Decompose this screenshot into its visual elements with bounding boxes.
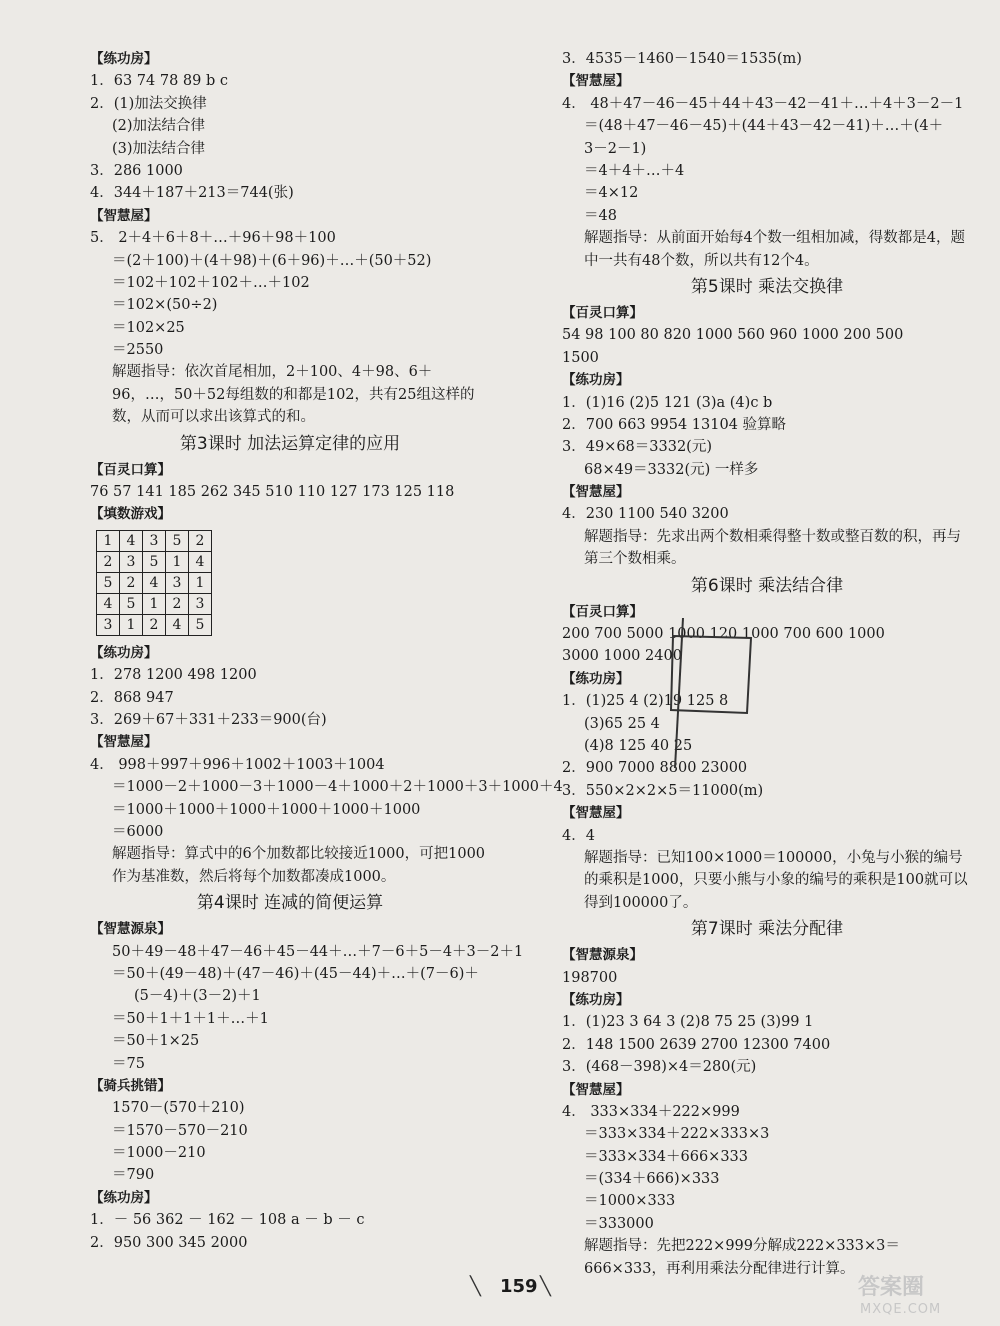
answer-line: 3．550×2×2×5＝11000(m) [562, 782, 764, 799]
answer-line: 68×49＝3332(元) 一样多 [584, 461, 759, 478]
answer-line: 2．700 663 9954 13104 验算略 [562, 416, 787, 433]
lesson-title: 第7课时 乘法分配律 [690, 919, 844, 940]
answer-line: 1．(1)16 (2)5 121 (3)a (4)c b [562, 394, 773, 411]
section-header: 【练功房】 [90, 51, 158, 67]
answer-line: 1500 [562, 349, 599, 366]
solution-note: 解题指导：先把222×999分解成222×333×3＝666×333，再利用乘法分配律进行计算。 [584, 1238, 900, 1277]
answer-line: ＝4＋4＋…＋4 [584, 162, 685, 179]
answer-line: 200 700 5000 1000 120 1000 700 600 1000 [562, 626, 885, 643]
answer-line: 3．4535－1460－1540＝1535(m) [562, 51, 802, 67]
answer-line: ＝1570－570－210 [112, 1122, 248, 1139]
watermark-logo: 答案圈 [858, 1275, 925, 1300]
section-header: 【填数游戏】 [90, 506, 171, 523]
section-header: 【智慧源泉】 [90, 921, 171, 938]
answer-line: ＝1000×333 [584, 1193, 676, 1210]
solution-note: 解题指导：依次首尾相加，2＋100、4＋98、6＋96，…，50＋52每组数的和都是102，共有25组这样的数，从而可以求出该算式的和。 [112, 364, 475, 426]
answer-line: ＝50＋1＋1＋1＋…＋1 [112, 1010, 269, 1027]
grid-cell: 5 [143, 551, 166, 572]
section-header: 【智慧源泉】 [562, 947, 643, 964]
page-slash-left: ╲ [470, 1276, 481, 1297]
page-number: 159 [500, 1276, 538, 1297]
answer-line: 2．148 1500 2639 2700 12300 7400 [562, 1036, 831, 1053]
answer-line: (5－4)＋(3－2)＋1 [134, 988, 261, 1005]
answer-line: 4． 333×334＋222×999 [562, 1103, 740, 1120]
page-slash-right: ╲ [540, 1276, 551, 1297]
answer-line: 4．230 1100 540 3200 [562, 506, 729, 523]
section-header: 【智慧屋】 [90, 734, 158, 751]
answer-line: ＝1000－2＋1000－3＋1000－4＋1000＋2＋1000＋3＋1000＋4 [112, 779, 563, 796]
answer-line: ＝(334＋666)×333 [584, 1171, 720, 1188]
number-grid [96, 530, 212, 636]
grid-cell: 2 [97, 551, 120, 572]
answer-line: (3)加法结合律 [112, 140, 206, 157]
grid-cell: 4 [189, 551, 212, 572]
answer-line: 4． 48＋47－46－45＋44＋43－42－41＋…＋4＋3－2－1 [562, 95, 964, 112]
answer-line: 76 57 141 185 262 345 510 110 127 173 125 118 [90, 484, 455, 501]
answer-line: 3．286 1000 [90, 162, 183, 179]
lesson-title: 第3课时 加法运算定律的应用 [179, 433, 401, 454]
answer-line: 3000 1000 2400 [562, 648, 682, 665]
section-header: 【智慧屋】 [562, 1081, 630, 1098]
answer-line: 4．4 [562, 827, 595, 844]
answer-line: ＝790 [112, 1167, 155, 1184]
grid-cell: 1 [143, 593, 166, 614]
section-header: 【练功房】 [562, 372, 630, 389]
section-header: 【百灵口算】 [90, 461, 171, 478]
section-header: 【百灵口算】 [562, 603, 643, 620]
grid-cell: 5 [120, 593, 143, 614]
section-header: 【练功房】 [90, 1189, 158, 1206]
grid-cell: 1 [97, 530, 120, 551]
section-header: 【智慧屋】 [90, 207, 158, 224]
grid-cell: 4 [120, 530, 143, 551]
right-column [562, 48, 972, 1280]
answer-line: 3．49×68＝3332(元) [562, 439, 712, 456]
answer-line: ＝333×334＋666×333 [584, 1148, 749, 1165]
answer-line: (2)加法结合律 [112, 118, 206, 135]
answer-line: 50＋49－48＋47－46＋45－44＋…＋7－6＋5－4＋3－2＋1 [112, 943, 524, 960]
answer-line: 2．(1)加法交换律 [90, 95, 207, 112]
answer-line: ＝(2＋100)＋(4＋98)＋(6＋96)＋…＋(50＋52) [112, 252, 432, 269]
grid-cell: 4 [166, 614, 189, 635]
answer-line: ＝333000 [584, 1215, 654, 1232]
solution-note: 解题指导：先求出两个数相乘得整十数或整百数的积，再与第三个数相乘。 [584, 528, 961, 568]
section-header: 【智慧屋】 [562, 484, 630, 501]
solution-note: 解题指导：从前面开始每4个数一组相加减，得数都是4，题中一共有48个数，所以共有12个4。 [584, 230, 965, 269]
grid-cell: 2 [166, 593, 189, 614]
grid-cell: 1 [166, 551, 189, 572]
answer-line: 1．－ 56 362 － 162 － 108 a － b － c [90, 1212, 365, 1229]
section-header: 【智慧屋】 [562, 805, 630, 822]
section-header: 【百灵口算】 [562, 304, 643, 321]
answer-line: 54 98 100 80 820 1000 560 960 1000 200 500 [562, 327, 904, 344]
answer-line: 3．(468－398)×4＝280(元) [562, 1059, 757, 1076]
lesson-title: 第5课时 乘法交换律 [690, 276, 844, 297]
answer-line: ＝102×(50÷2) [112, 297, 218, 314]
solution-note: 解题指导：已知100×1000＝100000，小兔与小猴的编号的乘积是1000，只要小熊与小象的编号的乘积是100就可以得到100000了。 [584, 849, 968, 911]
watermark-url: MXQE.COM [860, 1302, 942, 1317]
answer-line: 3－2－1) [584, 140, 647, 157]
answer-line: 1570－(570＋210) [112, 1100, 245, 1117]
grid-cell: 5 [166, 530, 189, 551]
answer-line: ＝1000－210 [112, 1145, 206, 1162]
answer-line: ＝48 [584, 207, 617, 224]
grid-cell: 3 [143, 530, 166, 551]
answer-line: ＝50＋1×25 [112, 1033, 200, 1050]
answer-line: (4)8 125 40 25 [584, 738, 693, 754]
answer-line: ＝102×25 [112, 319, 185, 336]
lesson-title: 第4课时 连减的简便运算 [196, 893, 384, 914]
answer-line: 4． 998＋997＋996＋1002＋1003＋1004 [90, 756, 385, 773]
answer-line: ＝2550 [112, 342, 164, 359]
answer-line: 2．900 7000 8800 23000 [562, 760, 748, 777]
answer-line: ＝6000 [112, 823, 164, 840]
grid-cell: 2 [120, 572, 143, 593]
grid-cell: 5 [189, 614, 212, 635]
answer-line: 5． 2＋4＋6＋8＋…＋96＋98＋100 [90, 230, 336, 247]
solution-note: 解题指导：算式中的6个加数都比较接近1000，可把1000作为基准数，然后将每个加数都凑成1000。 [112, 846, 486, 885]
answer-line: ＝333×334＋222×333×3 [584, 1126, 770, 1143]
hand-drawn-square-mark [663, 618, 753, 768]
answer-line: 1．(1)25 4 (2)19 125 8 [562, 693, 729, 710]
answer-line: ＝102＋102＋102＋…＋102 [112, 274, 310, 291]
section-header: 【练功房】 [562, 991, 630, 1008]
answer-line: ＝(48＋47－46－45)＋(44＋43－42－41)＋…＋(4＋ [584, 118, 944, 135]
grid-cell: 3 [97, 614, 120, 635]
answer-line: 1．(1)23 3 64 3 (2)8 75 25 (3)99 1 [562, 1014, 814, 1031]
answer-line: 198700 [562, 969, 618, 986]
section-header: 【骑兵挑错】 [90, 1077, 171, 1094]
answer-line: 2．950 300 345 2000 [90, 1234, 248, 1251]
answer-line: ＝1000＋1000＋1000＋1000＋1000＋1000 [112, 801, 421, 818]
grid-cell: 5 [97, 572, 120, 593]
section-header: 【智慧屋】 [562, 73, 630, 90]
grid-cell: 3 [166, 572, 189, 593]
answer-line: ＝50＋(49－48)＋(47－46)＋(45－44)＋…＋(7－6)＋ [112, 965, 479, 982]
grid-cell: 1 [189, 572, 212, 593]
grid-cell: 3 [189, 593, 212, 614]
answer-line: 3．269＋67＋331＋233＝900(台) [90, 712, 327, 729]
answer-line: 4．344＋187＋213＝744(张) [90, 185, 294, 202]
answer-line: 1．278 1200 498 1200 [90, 667, 257, 684]
answer-line: 2．868 947 [90, 689, 174, 706]
grid-cell: 4 [143, 572, 166, 593]
grid-cell: 1 [120, 614, 143, 635]
grid-cell: 2 [189, 530, 212, 551]
lesson-title: 第6课时 乘法结合律 [690, 575, 844, 596]
grid-cell: 2 [143, 614, 166, 635]
answer-line: 1．63 74 78 89 b c [90, 73, 228, 90]
grid-cell: 4 [97, 593, 120, 614]
answer-line: ＝75 [112, 1055, 145, 1072]
grid-cell: 3 [120, 551, 143, 572]
answer-line: ＝4×12 [584, 185, 639, 202]
section-header: 【练功房】 [562, 670, 630, 687]
answer-line: (3)65 25 4 [584, 715, 660, 732]
section-header: 【练功房】 [90, 644, 158, 661]
left-column [90, 48, 563, 1254]
